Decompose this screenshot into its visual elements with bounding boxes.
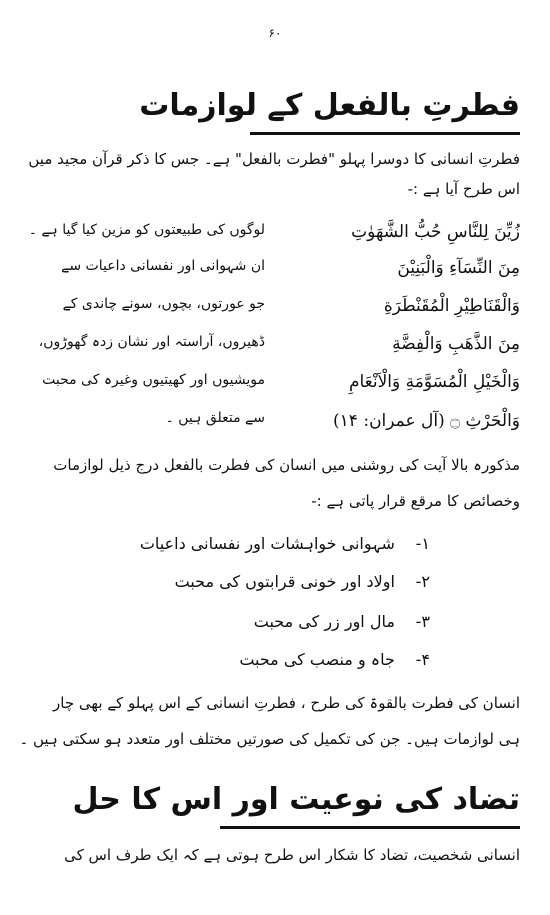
verse-urdu: جو عورتوں، بچوں، سونے چاندی کے: [62, 296, 265, 312]
list-item: [30, 612, 430, 631]
list-number: ۴-: [415, 650, 430, 669]
list-number: ۱-: [415, 534, 430, 553]
verse-arabic: زُيِّنَ لِلنَّاسِ حُبُّ الشَّهَوٰتِ: [351, 222, 520, 242]
closing-line-2: ہی لوازمات ہیں۔ جن کی تکمیل کی صورتیں مختلف اور متعدد ہو سکتی ہیں ۔: [19, 730, 520, 748]
verse-urdu: سے متعلق ہیں ۔: [165, 410, 265, 426]
section-heading-tazad: تضاد کی نوعیت اور اس کا حل: [72, 782, 520, 817]
verse-row: [30, 410, 520, 440]
verse-arabic: وَالْقَنَاطِيْرِ الْمُقَنْطَرَةِ: [383, 296, 520, 316]
verse-arabic: وَالْخَيْلِ الْمُسَوَّمَةِ وَالْاَنْعَامِ: [348, 372, 520, 392]
heading-underline: [220, 826, 520, 829]
verse-urdu: مویشیوں اور کھیتیوں وغیرہ کی محبت: [42, 372, 265, 388]
intro-line-2: اس طرح آیا ہے :-: [407, 180, 520, 198]
verse-arabic: مِنَ النِّسَآءِ وَالْبَنِيْنَ: [397, 258, 520, 278]
verse-urdu: ڈھیروں، آراستہ اور نشان زدہ گھوڑوں،: [38, 334, 265, 350]
section-heading-lawazimat: فطرتِ بالفعل کے لوازمات: [139, 88, 520, 123]
list-item: [30, 534, 430, 553]
list-number: ۲-: [415, 572, 430, 591]
verse-row: [30, 258, 520, 288]
list-item: [30, 572, 430, 591]
final-line: انسانی شخصیت، تضاد کا شکار اس طرح ہوتی ہے کہ ایک طرف اس کی: [64, 846, 520, 864]
intro-line-1: فطرتِ انسانی کا دوسرا پہلو "فطرت بالفعل" ہے۔ جس کا ذکر قرآن مجید میں: [28, 150, 520, 168]
verse-urdu: ان شہوانی اور نفسانی داعیات سے: [61, 258, 265, 274]
list-text: جاہ و منصب کی محبت: [239, 650, 395, 669]
list-number: ۳-: [415, 612, 430, 631]
verse-urdu: لوگوں کی طبیعتوں کو مزین کیا گیا ہے ۔: [28, 222, 265, 238]
list-text: شہوانی خواہشات اور نفسانی داعیات: [139, 534, 395, 553]
verse-row: [30, 334, 520, 364]
closing-line-1: انسان کی فطرت بالقوۃ کی طرح ، فطرتِ انسانی کے اس پہلو کے بھی چار: [53, 694, 520, 712]
heading-underline: [250, 132, 520, 135]
verse-arabic: مِنَ الذَّهَبِ وَالْفِضَّةِ: [392, 334, 520, 354]
list-text: اولاد اور خونی قرابتوں کی محبت: [174, 572, 395, 591]
list-text: مال اور زر کی محبت: [253, 612, 395, 631]
verse-row: [30, 296, 520, 326]
page-number: ۶۰: [268, 26, 282, 40]
verse-arabic: وَالْحَرْثِ ۝ (آل عمران: ۱۴): [333, 411, 520, 431]
mid-line-1: مذکورہ بالا آیت کی روشنی میں انسان کی فطرت بالفعل درج ذیل لوازمات: [53, 456, 520, 474]
mid-line-2: وخصائص کا مرقع قرار پاتی ہے :-: [311, 492, 520, 510]
verse-row: [30, 222, 520, 252]
verse-row: [30, 372, 520, 402]
list-item: [30, 650, 430, 669]
